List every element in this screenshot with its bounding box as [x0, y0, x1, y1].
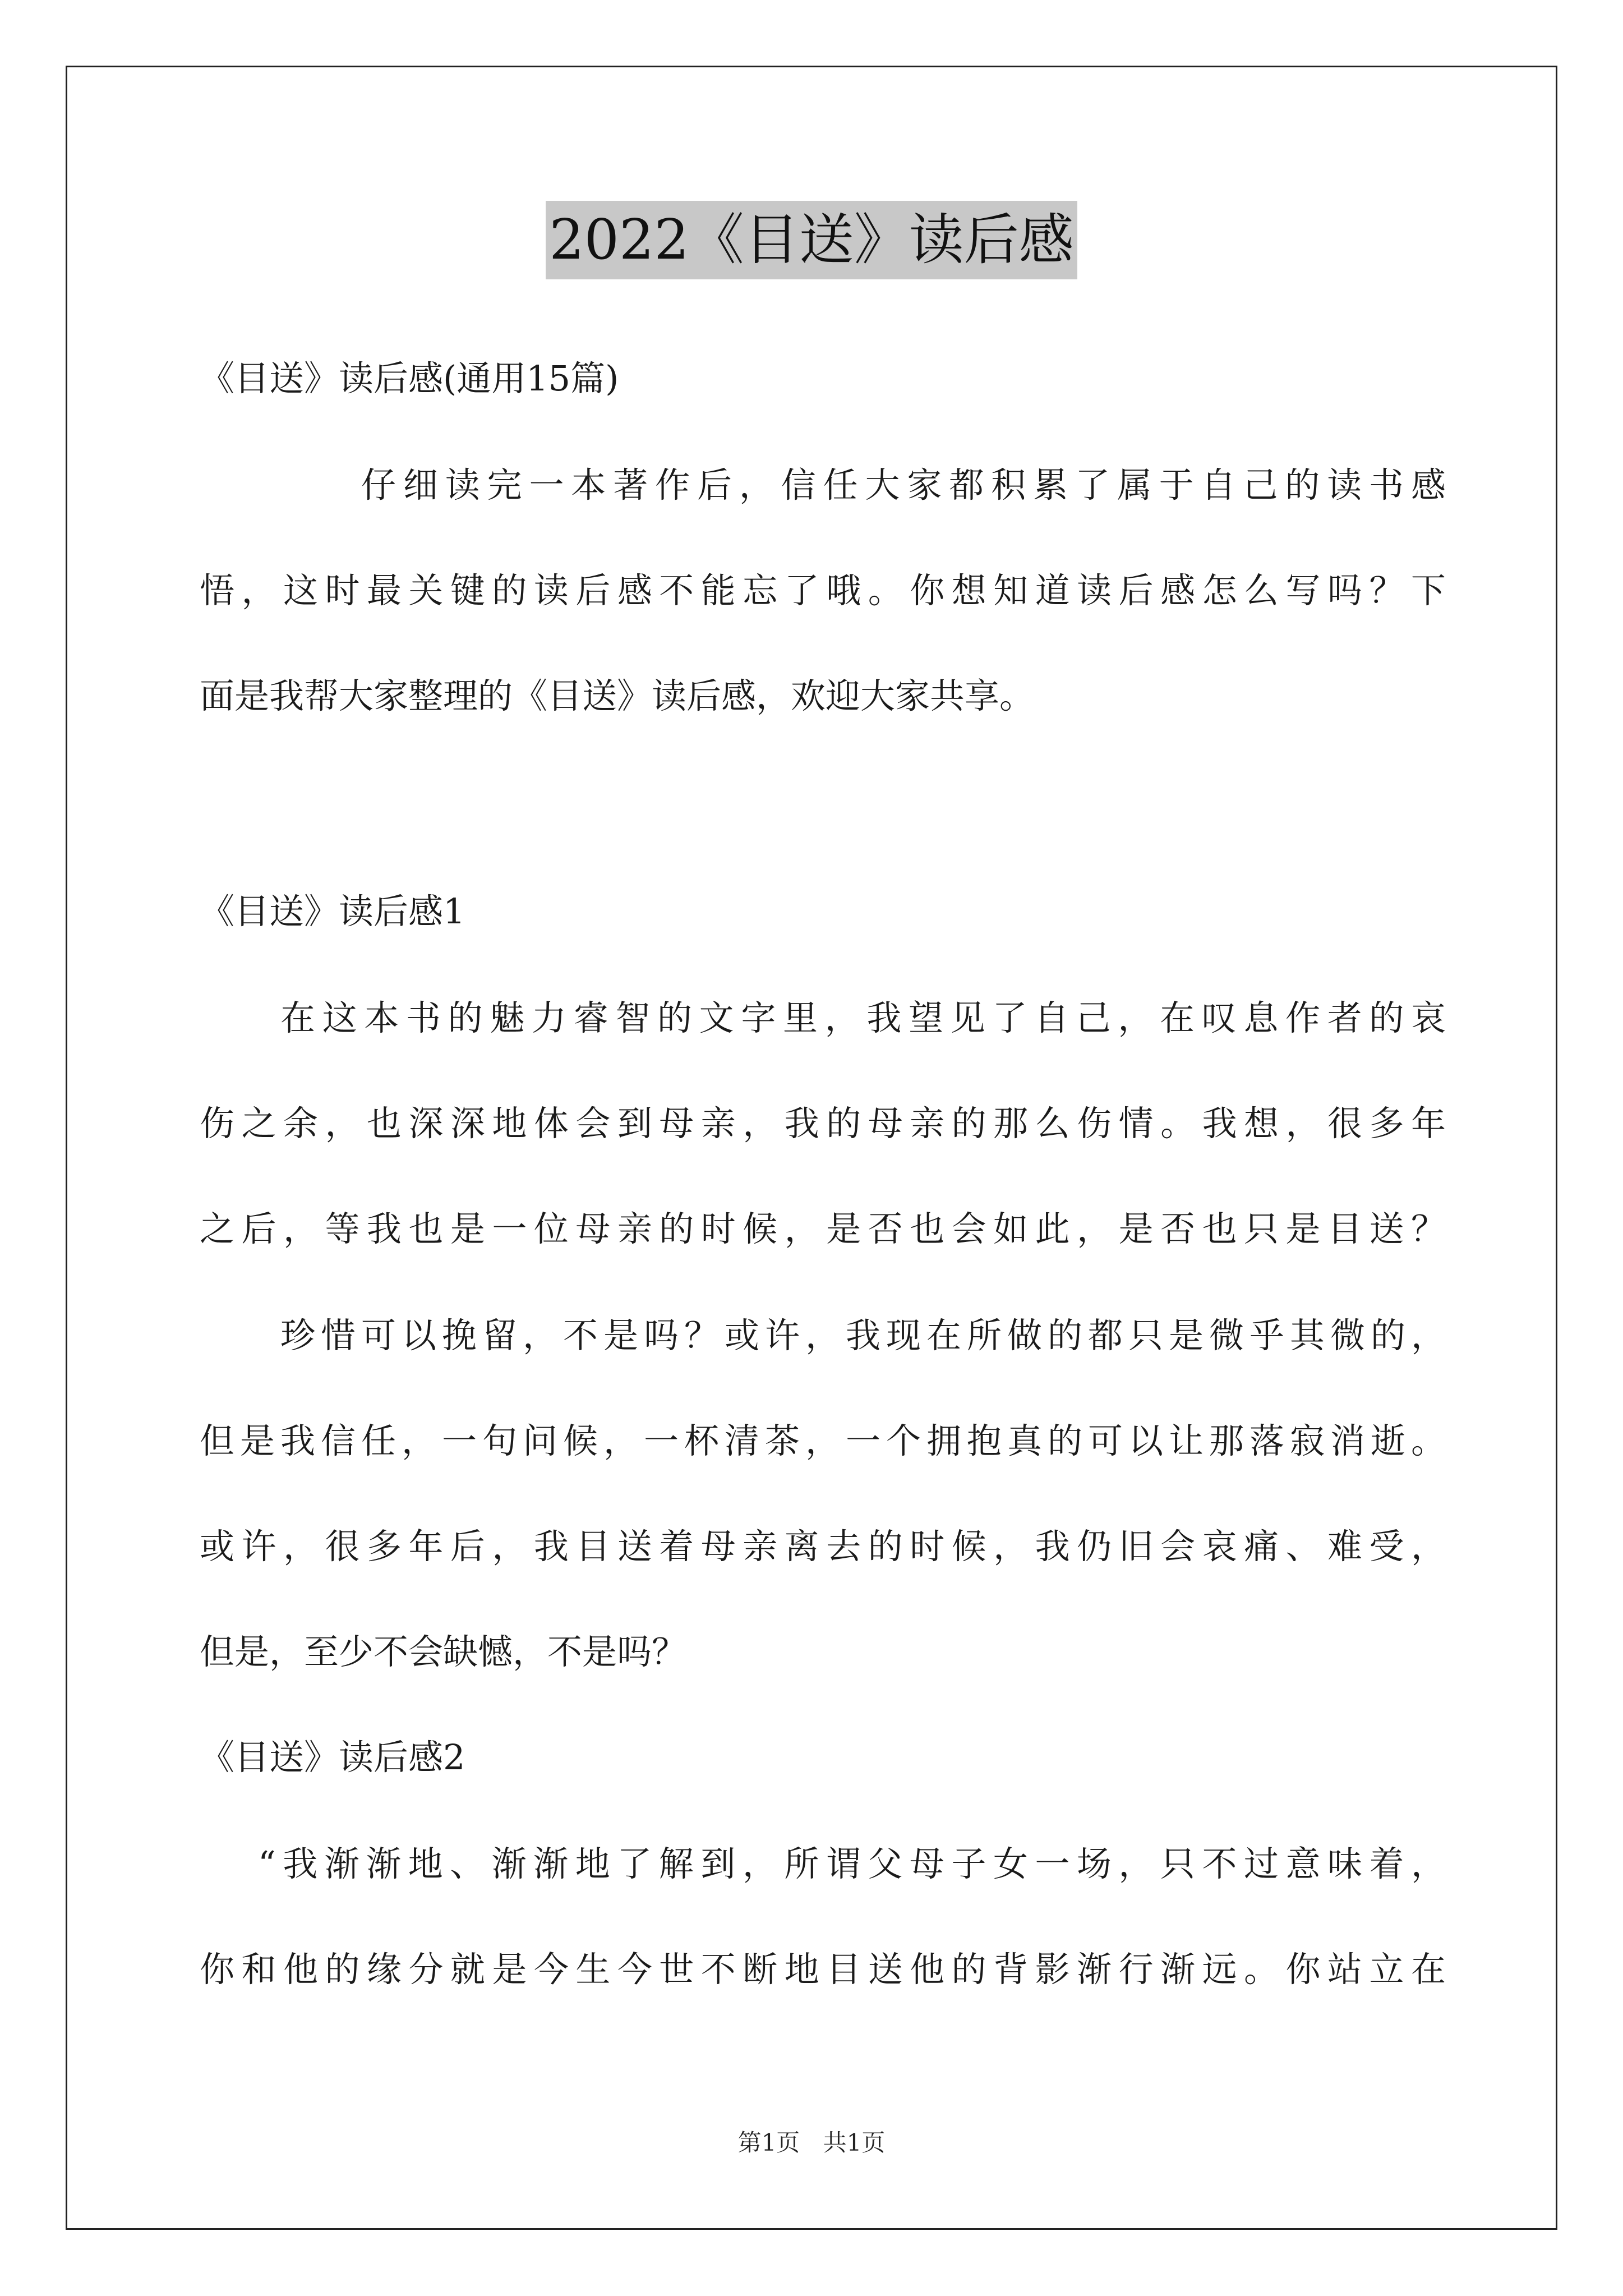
section-1-para-2-line-4: 但是，至少不会缺憾，不是吗？ — [200, 1631, 687, 1672]
section-1-para-1-line-1: 在这本书的魅力睿智的文字里，我望见了自己，在叹息作者的哀 — [280, 997, 1446, 1038]
document-title: 2022《目送》读后感 — [546, 201, 1077, 279]
title-container — [0, 201, 1623, 279]
intro-line-2: 悟，这时最关键的读后感不能忘了哦。你想知道读后感怎么写吗？下 — [200, 570, 1446, 611]
section-1-para-2-line-2: 但是我信任，一句问候，一杯清茶，一个拥抱真的可以让那落寂消逝。 — [200, 1420, 1446, 1461]
section-2-para-1-line-2: 你和他的缘分就是今生今世不断地目送他的背影渐行渐远。你站立在 — [200, 1949, 1446, 1990]
section-1-para-2-line-1: 珍惜可以挽留，不是吗？或许，我现在所做的都只是微乎其微的， — [280, 1315, 1446, 1356]
section-1-para-1-line-2: 伤之余，也深深地体会到母亲，我的母亲的那么伤情。我想，很多年 — [200, 1103, 1446, 1144]
page-footer — [0, 2126, 1623, 2160]
page-number-total: 共1页 — [823, 2129, 886, 2156]
section-1-heading: 《目送》读后感1 — [200, 891, 465, 932]
section-1-para-2-line-3: 或许，很多年后，我目送着母亲离去的时候，我仍旧会哀痛、难受， — [200, 1526, 1446, 1567]
document-subtitle: 《目送》读后感(通用15篇) — [200, 358, 619, 399]
section-2-heading: 《目送》读后感2 — [200, 1737, 465, 1778]
intro-line-1: 仔细读完一本著作后，信任大家都积累了属于自己的读书感 — [361, 464, 1446, 505]
page-number-current: 第1页 — [737, 2129, 800, 2156]
section-1-para-1-line-3: 之后，等我也是一位母亲的时候，是否也会如此，是否也只是目送？ — [200, 1208, 1446, 1249]
intro-line-3: 面是我帮大家整理的《目送》读后感，欢迎大家共享。 — [200, 675, 1035, 716]
section-2-para-1-line-1: “我渐渐地、渐渐地了解到，所谓父母子女一场，只不过意味着， — [258, 1843, 1446, 1884]
